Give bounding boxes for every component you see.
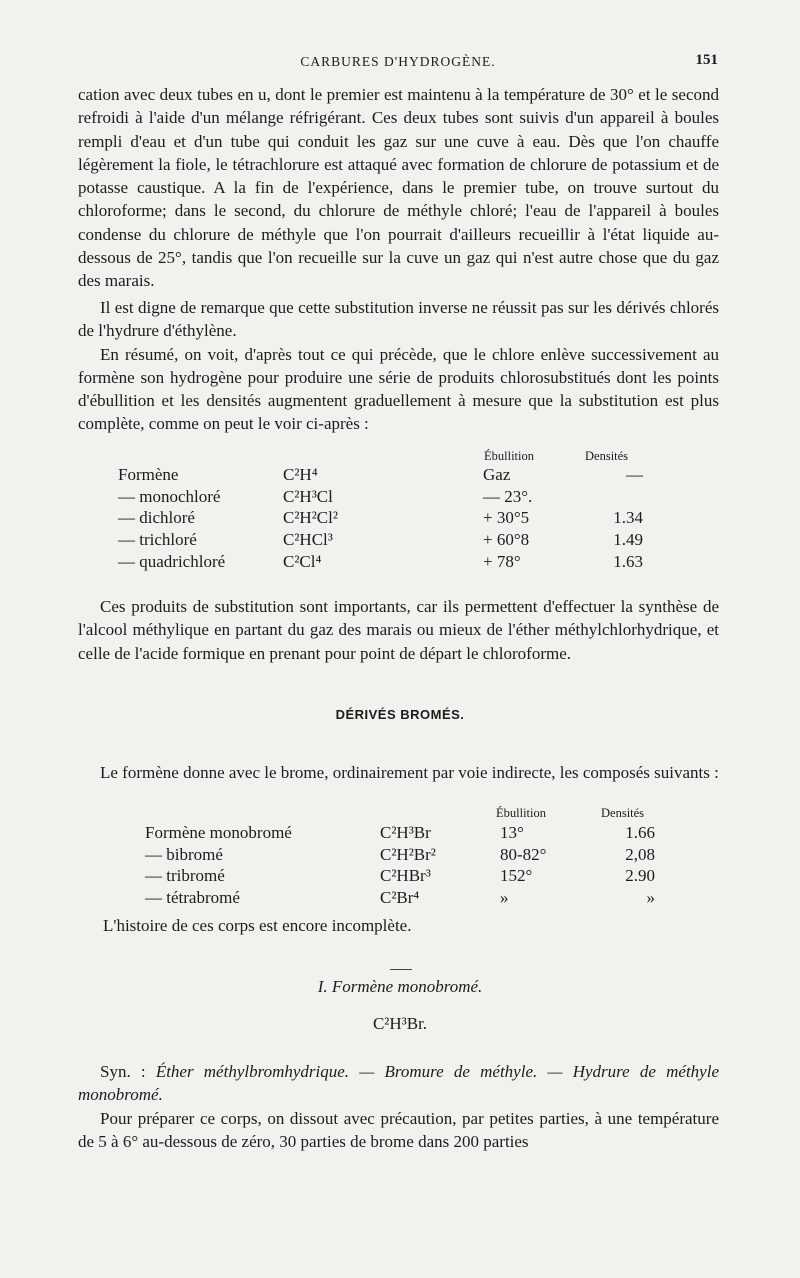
table-row <box>118 551 643 573</box>
density: 1.49 <box>613 529 643 549</box>
page-number: 151 <box>695 52 718 68</box>
density: » <box>646 887 655 907</box>
compound-formula: C²Br⁴ <box>380 887 420 907</box>
paragraph: Il est digne de remarque que cette substitution inverse ne réussit pas sur les dérivés chlorés de l'hydrure d'éthylène. <box>78 298 719 341</box>
separator-rule <box>390 969 412 970</box>
boiling-point: + 60°8 <box>483 529 530 549</box>
boiling-point: 13° <box>500 822 524 842</box>
compound-formula: C²H²Cl² <box>283 508 338 528</box>
text-block-intro <box>78 83 719 293</box>
chlorinated-derivatives-table <box>118 464 643 572</box>
compound-name: — dichloré <box>118 508 195 528</box>
compound-formula: C²HCl³ <box>283 529 333 549</box>
table-row <box>118 529 643 551</box>
running-title: CARBURES D'HYDROGÈNE. <box>300 54 496 69</box>
table-row <box>118 464 643 486</box>
compound-formula: C²Cl⁴ <box>283 551 322 571</box>
column-header-ebullition: Ébullition <box>496 806 546 820</box>
section-title: DÉRIVÉS BROMÉS. <box>335 707 465 722</box>
boiling-point: + 30°5 <box>483 508 530 528</box>
compound-name: — tétrabromé <box>145 887 240 907</box>
compound-name: Formène <box>118 464 179 484</box>
text-block-importance <box>78 595 719 665</box>
table-row <box>145 844 655 866</box>
density: 2.90 <box>625 866 655 886</box>
compound-name: — monochloré <box>118 486 221 506</box>
text-block-summary <box>78 296 719 436</box>
synonyms-label: Syn. : <box>100 1062 156 1081</box>
table-row <box>145 865 655 887</box>
boiling-point: 152° <box>500 866 533 886</box>
paragraph: Le formène donne avec le brome, ordinairement par voie indirecte, les composés suivants : <box>100 763 719 782</box>
boiling-point: 80-82° <box>500 844 547 864</box>
compound-formula: C²HBr³ <box>380 866 431 886</box>
compound-name: Formène monobromé <box>145 822 292 842</box>
brominated-derivatives-table <box>145 822 655 909</box>
paragraph: Ces produits de substitution sont importants, car ils permettent d'effectuer la synthèse de l'alcool méthylique en partant du gaz des marais ou mieux de l'éther méthylchlorhydrique, et celle de l'acide formique en prenant pour point de départ le chloroforme. <box>78 597 719 663</box>
density: 1.34 <box>613 508 643 528</box>
compound-name: — quadrichloré <box>118 551 226 571</box>
density <box>583 486 643 508</box>
boiling-point: Gaz <box>483 464 511 484</box>
compound-formula: C²H³Cl <box>283 486 333 506</box>
compound-name: — bibromé <box>145 844 223 864</box>
table-row <box>118 486 643 508</box>
subsection-formula: C²H³Br. <box>372 1014 428 1033</box>
page-header <box>78 52 718 74</box>
boiling-point: + 78° <box>483 551 521 571</box>
closing-remark: L'histoire de ces corps est encore incomplète. <box>103 916 412 935</box>
compound-formula: C²H⁴ <box>283 464 318 484</box>
density: — <box>626 464 643 484</box>
boiling-point: » <box>500 887 509 907</box>
compound-formula: C²H³Br <box>380 822 431 842</box>
compound-formula: C²H²Br² <box>380 844 436 864</box>
column-header-densites: Densités <box>585 449 629 463</box>
density: 1.63 <box>613 551 643 571</box>
boiling-point: — 23°. <box>483 486 533 506</box>
paragraph: cation avec deux tubes en u, dont le premier est maintenu à la température de 30° et le second refroidi à l'aide d'un mélange réfrigérant. Ces deux tubes sont suivis d'un appareil à boules rempli d'eau et d'un tube qui conduit les gaz sur une cuve à eau. Dès que l'on chauffe légèrement la fiole, le tétrachlorure est attaqué avec formation de chlorure de potassium et de potasse caustique. A la fin de l'expérience, dans le premier tube, on trouve surtout du chloroforme; dans le second, du chlorure de méthyle chloré; l'eau de l'appareil à boules condense du chlorure de méthyle que l'on pourrait d'ailleurs recueillir à l'état liquide au-dessous de 25°, tandis que l'on recueille sur la cuve un gaz qui n'est autre chose que du gaz des marais. <box>78 85 719 291</box>
column-header-ebullition: Ébullition <box>484 449 534 463</box>
synonyms-paragraph <box>78 1060 719 1107</box>
paragraph: Pour préparer ce corps, on dissout avec précaution, par petites parties, à une température de 5 à 6° au-dessous de zéro, 30 parties de brome dans 200 parties <box>78 1108 719 1151</box>
table-row <box>145 822 655 844</box>
text-block-synonyms <box>78 1060 719 1153</box>
table-row <box>145 887 655 909</box>
table-row <box>118 507 643 529</box>
text-block-bromine <box>78 761 719 784</box>
paragraph: En résumé, on voit, d'après tout ce qui précède, que le chlore enlève successivement au formène son hydrogène pour produire une série de produits chlorosubstitués dont les points d'ébullition et les densités augmentent graduellement à mesure que la substitution est plus complète, comme on peut le voir ci-après : <box>78 344 719 434</box>
density: 2,08 <box>625 844 655 864</box>
compound-name: — tribromé <box>145 866 225 886</box>
synonyms-list: Éther méthylbromhydrique. — Bromure de méthyle. — Hydrure de méthyle monobromé. <box>78 1062 719 1105</box>
subsection-title: I. Formène monobromé. <box>317 977 483 996</box>
column-header-densites: Densités <box>601 806 645 820</box>
density: 1.66 <box>625 822 655 842</box>
compound-name: — trichloré <box>118 529 197 549</box>
